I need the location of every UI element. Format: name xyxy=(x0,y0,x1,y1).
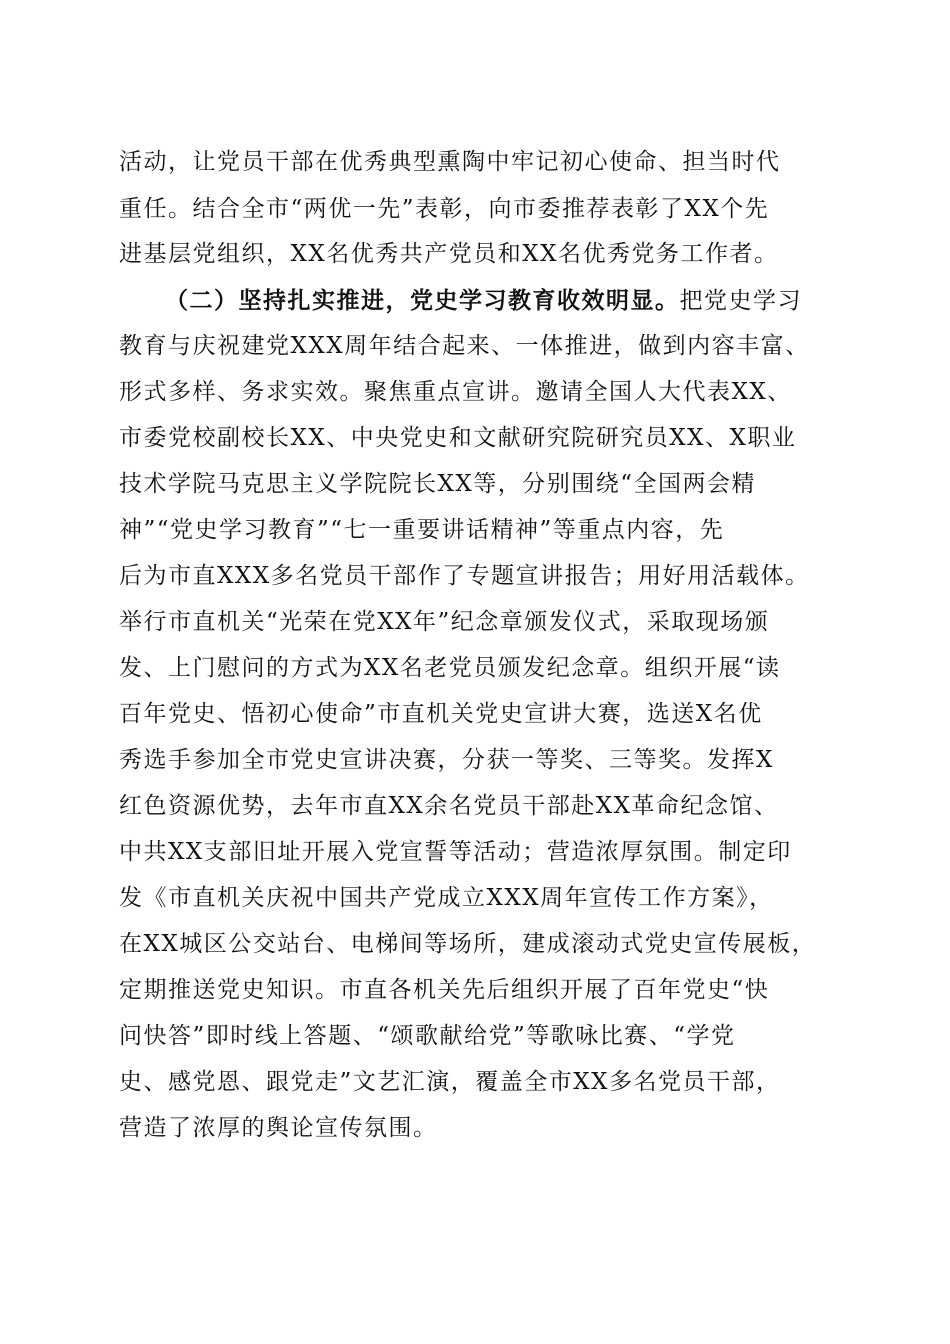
text-line-2: 重任。结合全市“两优一先”表彰，向市委推荐表彰了XX个先 xyxy=(119,196,770,222)
text-line-6: 形式多样、务求实效。聚焦重点宣讲。邀请全国人大代表XX、 xyxy=(119,379,792,405)
text-line-13: 百年党史、悟初心使命”市直机关党史宣讲大赛，选送X名优 xyxy=(119,701,763,727)
section-heading: （二）坚持扎实推进，党史学习教育收效明显。 xyxy=(165,287,680,314)
text-line-18: 在XX城区公交站台、电梯间等场所，建成滚动式党史宣传展板， xyxy=(119,931,817,957)
text-line-19: 定期推送党史知识。市直各机关先后组织开展了百年党史“快 xyxy=(119,977,770,1003)
text-line-14: 秀选手参加全市党史宣讲决赛，分获一等奖、三等奖。发挥X xyxy=(119,747,774,773)
text-line-22: 营造了浓厚的舆论宣传氛围。 xyxy=(119,1115,438,1141)
text-line-9: 神”“党史学习教育”“七一重要讲话精神”等重点内容，先 xyxy=(119,517,725,543)
text-line-11: 举行市直机关“光荣在党XX年”纪念章颁发仪式，采取现场颁 xyxy=(119,609,770,635)
text-line-8: 技术学院马克思主义学院院长XX等，分别围绕“全国两会精 xyxy=(119,471,757,497)
text-line-10: 后为市直XXX多名党员干部作了专题宣讲报告；用好用活载体。 xyxy=(119,563,810,589)
text-line-16: 中共XX支部旧址开展入党宣誓等活动；营造浓厚氛围。制定印 xyxy=(119,839,792,865)
text-line-5: 教育与庆祝建党XXX周年结合起来、一体推进，做到内容丰富、 xyxy=(119,333,810,359)
section-heading-line xyxy=(165,286,802,316)
text-line-12: 发、上门慰问的方式为XX名老党员颁发纪念章。组织开展“读 xyxy=(119,655,781,681)
text-line-21: 史、感党恩、跟党走”文艺汇演，覆盖全市XX多名党员干部， xyxy=(119,1069,781,1095)
section-heading-tail: 把党史学习 xyxy=(679,288,802,314)
text-line-1: 活动，让党员干部在优秀典型熏陶中牢记初心使命、担当时代 xyxy=(119,149,781,175)
text-line-20: 问快答”即时线上答题、“颂歌献给党”等歌咏比赛、“学党 xyxy=(119,1023,736,1049)
text-line-15: 红色资源优势，去年市直XX余名党员干部赴XX革命纪念馆、 xyxy=(119,793,779,819)
text-line-7: 市委党校副校长XX、中央党史和文献研究院研究员XX、X职业 xyxy=(119,425,797,451)
text-line-17: 发《市直机关庆祝中国共产党成立XXX周年宣传工作方案》， xyxy=(119,885,774,911)
text-line-3: 进基层党组织，XX名优秀共产党员和XX名优秀党务工作者。 xyxy=(119,241,779,267)
